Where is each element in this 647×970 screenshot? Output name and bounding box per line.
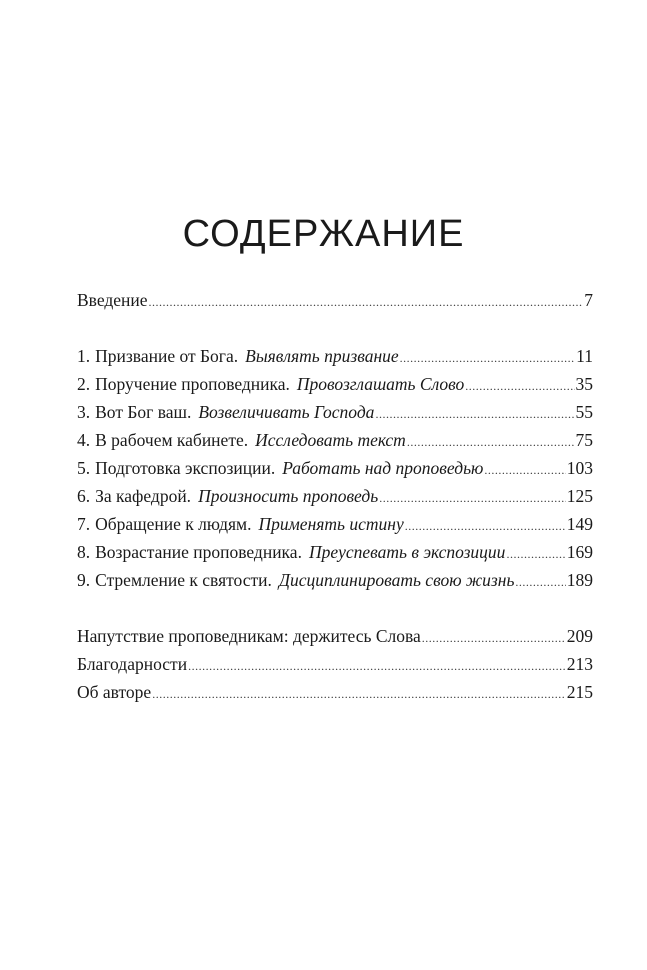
- leader-dots: [188, 654, 566, 678]
- toc-entry-chapter-4[interactable]: [77, 428, 593, 452]
- leader-dots: [515, 570, 565, 594]
- toc-entry-chapter-5[interactable]: [77, 456, 593, 480]
- chapter-title: Обращение к людям.: [95, 514, 252, 534]
- chapter-subtitle: Произносить проповедь: [198, 486, 379, 506]
- toc-page-number: 11: [576, 346, 593, 366]
- toc-page-number: 149: [566, 514, 593, 534]
- chapter-number: 6.: [77, 486, 91, 506]
- toc-page-number: 125: [566, 486, 593, 506]
- toc-page-number: 75: [575, 430, 593, 450]
- chapter-subtitle: Исследовать текст: [255, 430, 406, 450]
- toc-page-number: 169: [566, 542, 593, 562]
- leader-dots: [506, 542, 565, 566]
- chapter-subtitle: Работать над проповедью: [282, 458, 484, 478]
- toc-page-number: 7: [584, 290, 593, 310]
- chapter-title: Вот Бог ваш.: [95, 402, 192, 422]
- toc-page-number: 209: [566, 626, 593, 646]
- toc-entry-about-author[interactable]: [77, 680, 593, 704]
- leader-dots: [400, 346, 575, 370]
- toc-entry-label: Введение: [77, 290, 148, 310]
- leader-dots: [375, 402, 574, 426]
- chapter-subtitle: Возвеличивать Господа: [198, 402, 375, 422]
- leader-dots: [407, 430, 575, 454]
- chapter-number: 1.: [77, 346, 91, 366]
- leader-dots: [484, 458, 565, 482]
- toc-page-number: 189: [566, 570, 593, 590]
- chapter-number: 8.: [77, 542, 91, 562]
- toc-entry-intro[interactable]: [77, 288, 593, 312]
- toc-entry-chapter-2[interactable]: [77, 372, 593, 396]
- chapter-title: Возрастание проповедника.: [95, 542, 302, 562]
- toc-entry-chapter-7[interactable]: [77, 512, 593, 536]
- chapter-title: Подготовка экспозиции.: [95, 458, 276, 478]
- leader-dots: [152, 682, 566, 706]
- toc-entry-chapter-8[interactable]: [77, 540, 593, 564]
- toc-entry-label: Напутствие проповедникам: держитесь Слова: [77, 626, 421, 646]
- leader-dots: [405, 514, 566, 538]
- chapter-number: 2.: [77, 374, 91, 394]
- leader-dots: [149, 290, 584, 314]
- toc-entry-chapter-6[interactable]: [77, 484, 593, 508]
- toc-page-number: 215: [566, 682, 593, 702]
- chapter-number: 5.: [77, 458, 91, 478]
- toc-entry-afterword[interactable]: [77, 624, 593, 648]
- chapter-title: Поручение проповедника.: [95, 374, 290, 394]
- chapter-number: 4.: [77, 430, 91, 450]
- chapter-subtitle: Выявлять призвание: [245, 346, 399, 366]
- toc-page-number: 103: [566, 458, 593, 478]
- toc-entry-label: Благодарности: [77, 654, 188, 674]
- toc-entry-acknowledgements[interactable]: [77, 652, 593, 676]
- chapter-title: За кафедрой.: [95, 486, 192, 506]
- toc-entry-chapter-3[interactable]: [77, 400, 593, 424]
- page-title: СОДЕРЖАНИЕ: [182, 213, 465, 256]
- toc-entry-label: Об авторе: [77, 682, 152, 702]
- chapter-number: 7.: [77, 514, 91, 534]
- chapter-subtitle: Применять истину: [258, 514, 404, 534]
- chapter-number: 3.: [77, 402, 91, 422]
- toc-page-number: 213: [566, 654, 593, 674]
- leader-dots: [422, 626, 566, 650]
- toc-entry-chapter-1[interactable]: [77, 344, 593, 368]
- leader-dots: [379, 486, 566, 510]
- chapter-number: 9.: [77, 570, 91, 590]
- leader-dots: [465, 374, 574, 398]
- chapter-subtitle: Преуспевать в экспозиции: [308, 542, 506, 562]
- toc-page-number: 35: [575, 374, 593, 394]
- toc-page-number: 55: [575, 402, 593, 422]
- chapter-title: Стремление к святости.: [95, 570, 272, 590]
- chapter-title: Призвание от Бога.: [95, 346, 239, 366]
- toc-entry-chapter-9[interactable]: [77, 568, 593, 592]
- chapter-subtitle: Провозглашать Слово: [296, 374, 465, 394]
- chapter-title: В рабочем кабинете.: [95, 430, 249, 450]
- chapter-subtitle: Дисциплинировать свою жизнь: [278, 570, 515, 590]
